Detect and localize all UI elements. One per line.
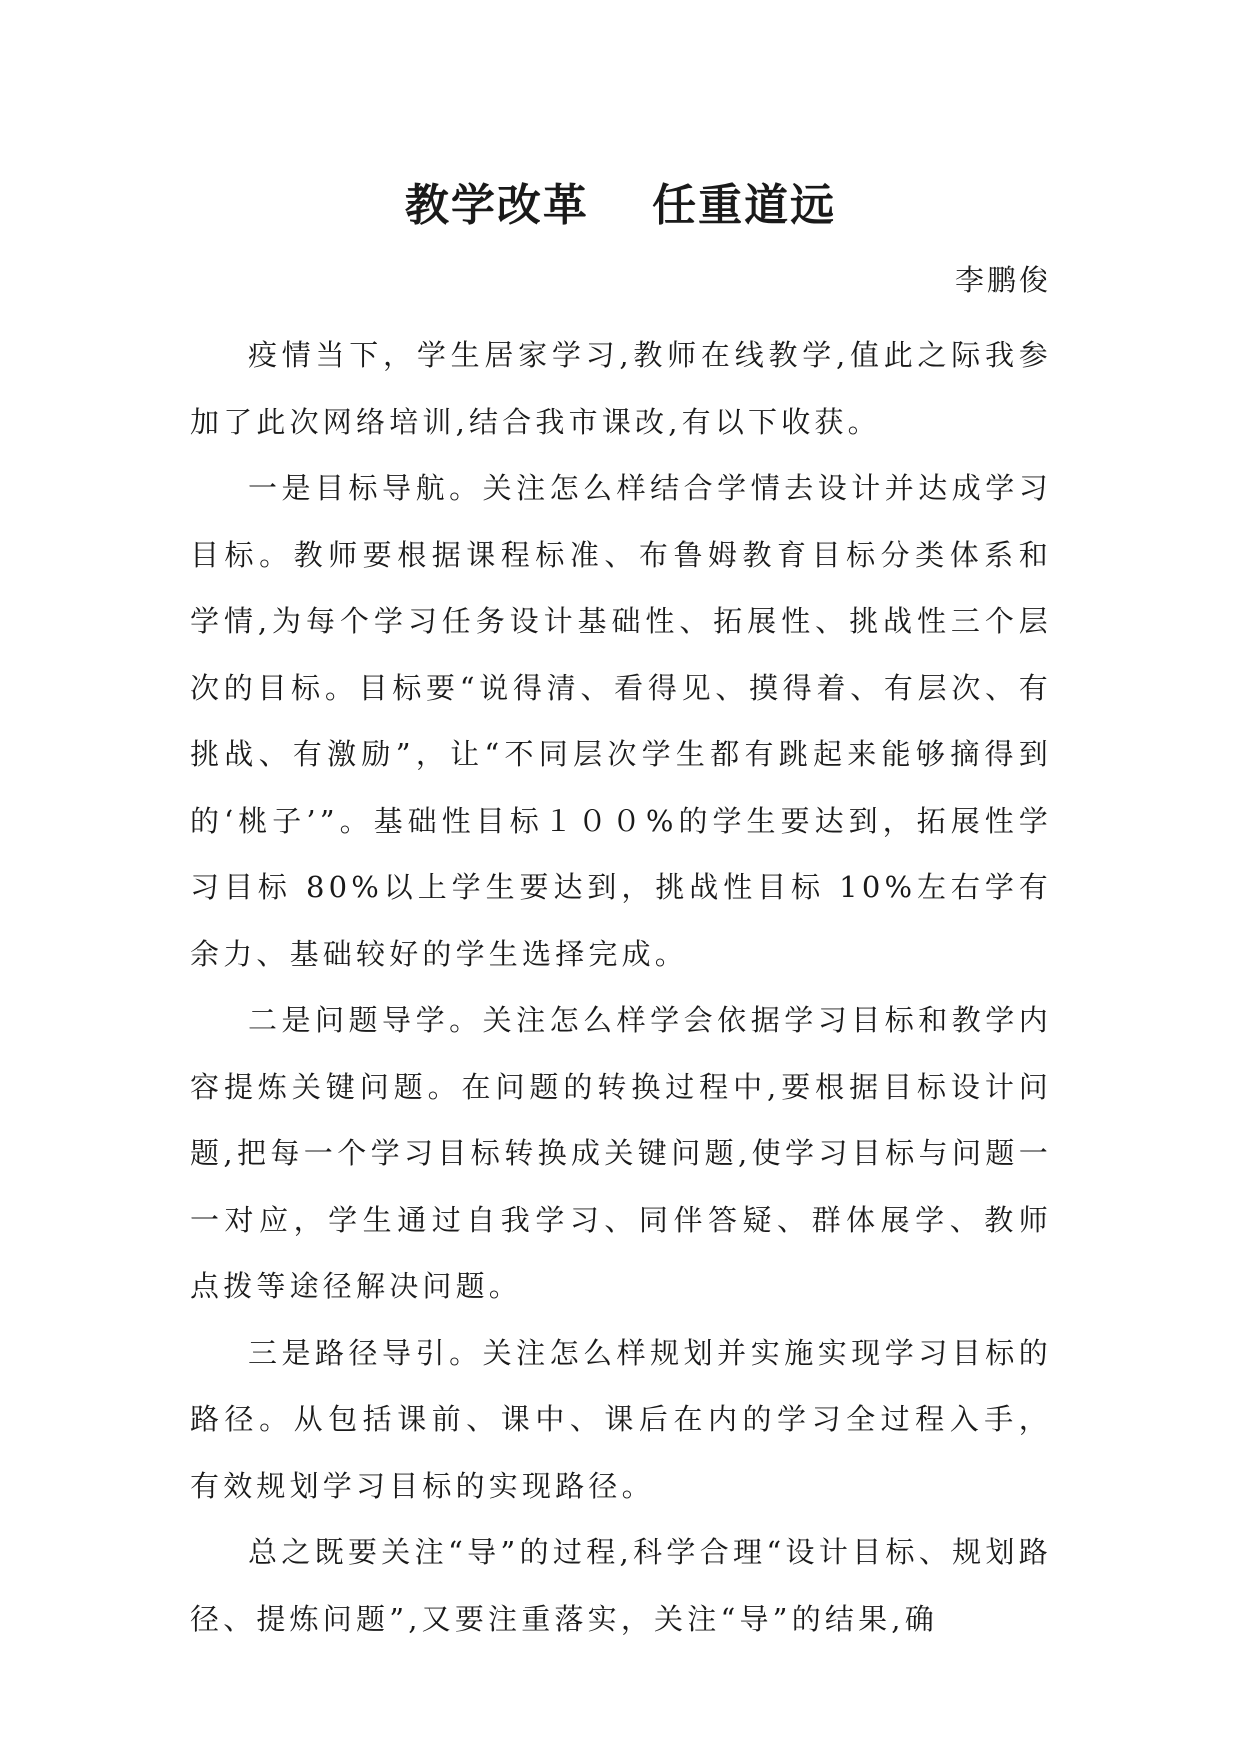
paragraph-goal-navigation: 一是目标导航。关注怎么样结合学情去设计并达成学习目标。教师要根据课程标准、布鲁姆教育目标分类体系和学情,为每个学习任务设计基础性、拓展性、挑战性三个层次的目标。目标要“说得清、看得见、摸得着、有层次、有挑战、有激励”，让“不同层次学生都有跳起来能够摘得到的‘桃子’”。基础性目标１００%的学生要达到，拓展性学习目标 80%以上学生要达到，挑战性目标 10%左右学有余力、基础较好的学生选择完成。 (190, 471, 1052, 971)
paragraph-summary: 总之既要关注“导”的过程,科学合理“设计目标、规划路径、提炼问题”,又要注重落实，关注“导”的结果,确 (190, 1535, 1052, 1636)
document-title: 教学改革 任重道远 (404, 180, 837, 231)
author-name: 李鹏俊 (954, 263, 1051, 297)
paragraph-problem-guided: 二是问题导学。关注怎么样学会依据学习目标和教学内容提炼关键问题。在问题的转换过程中,要根据目标设计问题,把每一个学习目标转换成关键问题,使学习目标与问题一一对应，学生通过自我学习、同伴答疑、群体展学、教师点拨等途径解决问题。 (190, 1003, 1052, 1303)
document-body (190, 322, 1052, 1652)
paragraph-path-guidance: 三是路径导引。关注怎么样规划并实施实现学习目标的路径。从包括课前、课中、课后在内的学习全过程入手，有效规划学习目标的实现路径。 (190, 1335, 1052, 1503)
paragraph-intro: 疫情当下，学生居家学习,教师在线教学,值此之际我参加了此次网络培训,结合我市课改,有以下收获。 (190, 338, 1053, 439)
